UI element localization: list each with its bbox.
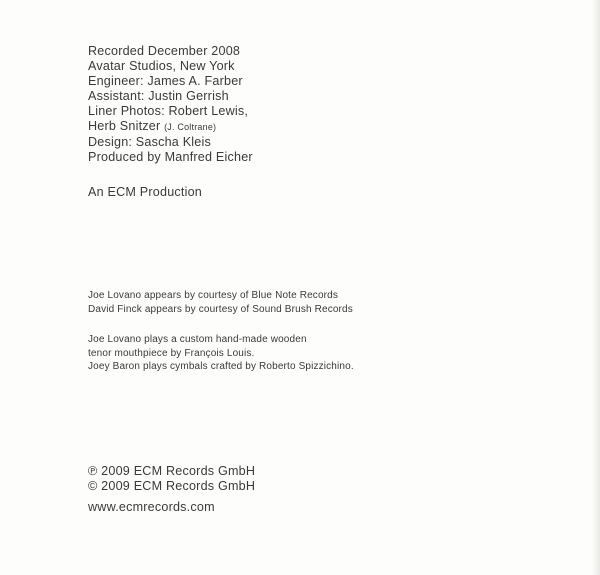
courtesy-block bbox=[88, 289, 353, 316]
courtesy-line: David Finck appears by courtesy of Sound Brush Records bbox=[88, 303, 353, 315]
courtesy-line: Joe Lovano appears by courtesy of Blue Note Records bbox=[88, 290, 339, 301]
photographer: Herb Snitzer bbox=[88, 119, 161, 133]
phonogram-copyright: ℗ 2009 ECM Records GmbH bbox=[88, 464, 256, 478]
assistant-line: Assistant: Justin Gerrish bbox=[88, 89, 229, 103]
production-block bbox=[88, 185, 202, 200]
credits-block bbox=[88, 44, 253, 165]
engineer-line: Engineer: James A. Farber bbox=[88, 74, 243, 88]
liner-photos-line: Liner Photos: Robert Lewis, bbox=[88, 104, 249, 118]
photographer-note: (J. Coltrane) bbox=[164, 122, 217, 132]
copyright-block bbox=[88, 464, 255, 494]
instruments-block bbox=[88, 333, 354, 374]
studio-line: Avatar Studios, New York bbox=[88, 59, 235, 73]
recorded-line: Recorded December 2008 bbox=[88, 44, 241, 58]
instrument-line: Joey Baron plays cymbals crafted by Roberto Spizzichino. bbox=[88, 361, 354, 372]
production-line: An ECM Production bbox=[88, 185, 202, 199]
copyright: © 2009 ECM Records GmbH bbox=[88, 479, 256, 493]
page-edge-shadow bbox=[592, 0, 600, 575]
instrument-line: Joe Lovano plays a custom hand-made wooden bbox=[88, 334, 307, 345]
website-link: www.ecmrecords.com bbox=[88, 500, 215, 514]
website-block bbox=[88, 500, 215, 515]
design-line: Design: Sascha Kleis bbox=[88, 135, 212, 149]
liner-photos-line-2 bbox=[88, 119, 253, 135]
producer-line: Produced by Manfred Eicher bbox=[88, 150, 253, 164]
instrument-line: tenor mouthpiece by François Louis. bbox=[88, 347, 255, 359]
